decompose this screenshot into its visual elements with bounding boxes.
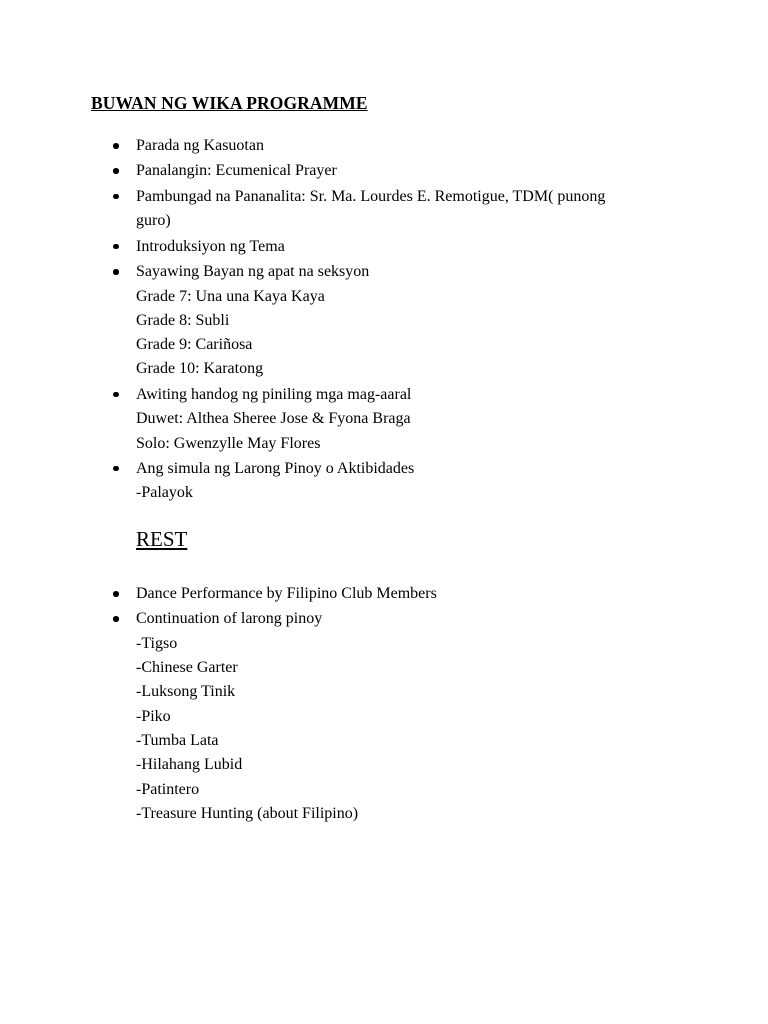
list-item-subline: -Hilahang Lubid — [136, 756, 243, 774]
list-item-text: Pambungad na Pananalita: Sr. Ma. Lourdes E. Remotigue, TDM( punong — [136, 187, 606, 205]
list-item-subline: Duwet: Althea Sheree Jose & Fyona Braga — [136, 410, 411, 428]
list-item-text: Continuation of larong pinoy — [136, 610, 323, 628]
list-item — [0, 457, 768, 506]
list-item-subline: -Luksong Tinik — [136, 683, 236, 701]
list-item — [0, 383, 768, 456]
list-item-subline: -Tigso — [136, 634, 178, 652]
bullet-icon — [113, 392, 119, 398]
rest-heading: REST — [136, 527, 188, 551]
list-item — [0, 260, 768, 381]
list-item-subline: -Tumba Lata — [136, 731, 219, 749]
programme-list-part-1 — [0, 134, 768, 507]
list-item-text: Panalangin: Ecumenical Prayer — [136, 162, 337, 180]
list-item-subline: -Piko — [136, 707, 171, 725]
bullet-icon — [113, 194, 119, 200]
bullet-icon — [113, 269, 119, 275]
list-item-text: Awiting handog ng piniling mga mag-aaral — [136, 385, 412, 403]
list-item-subline: -Palayok — [136, 484, 193, 502]
bullet-icon — [113, 168, 119, 174]
list-item-subline: Solo: Gwenzylle May Flores — [136, 434, 321, 452]
list-item-text: Dance Performance by Filipino Club Members — [136, 585, 437, 602]
list-item-subline: Grade 8: Subli — [136, 311, 230, 329]
list-item-subline: -Chinese Garter — [136, 659, 238, 677]
list-item-subline: Grade 10: Karatong — [136, 360, 264, 378]
programme-list-part-2 — [0, 582, 768, 827]
bullet-icon — [113, 616, 119, 622]
list-item — [0, 159, 768, 183]
list-item — [0, 607, 768, 826]
list-item — [0, 582, 768, 606]
bullet-icon — [113, 466, 119, 472]
list-item — [0, 134, 768, 158]
bullet-icon — [113, 591, 119, 597]
list-item-subline: -Treasure Hunting (about Filipino) — [136, 804, 359, 822]
bullet-icon — [113, 244, 119, 250]
list-item-subline: Grade 7: Una una Kaya Kaya — [136, 287, 325, 305]
list-item-text: Sayawing Bayan ng apat na seksyon — [136, 263, 370, 281]
list-item-text: Ang simula ng Larong Pinoy o Aktibidades — [136, 459, 415, 477]
list-item-text: Parada ng Kasuotan — [136, 137, 264, 154]
list-item-text: Introduksiyon ng Tema — [136, 237, 285, 255]
list-item-subline: -Patintero — [136, 780, 200, 798]
document-title: BUWAN NG WIKA PROGRAMME — [91, 93, 368, 113]
list-item-subline: Grade 9: Cariñosa — [136, 336, 253, 354]
list-item-subline: guro) — [136, 212, 171, 230]
list-item — [0, 185, 768, 234]
bullet-icon — [113, 143, 119, 149]
list-item — [0, 235, 768, 259]
